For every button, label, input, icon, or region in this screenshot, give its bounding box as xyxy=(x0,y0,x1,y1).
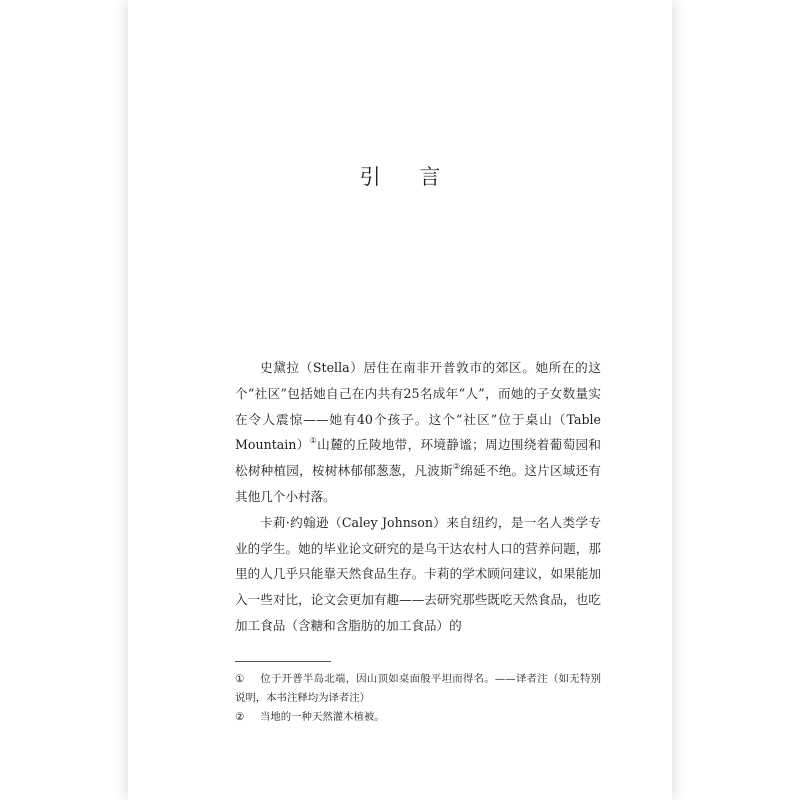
page-title: 引 言 xyxy=(359,165,457,189)
footnote-1-mark: ① xyxy=(235,673,245,685)
footnote-2-text: 当地的一种天然灌木植被。 xyxy=(260,711,385,723)
footnotes xyxy=(235,670,601,727)
footnote-divider xyxy=(235,661,331,662)
paragraph-1 xyxy=(235,355,601,510)
footnote-ref-2[interactable]: ② xyxy=(452,462,461,472)
paragraph-1-text-c: 绵延不绝。这片区域还有其他几个小村落。 xyxy=(235,463,602,504)
footnote-1-text: 位于开普半岛北端，因山顶如桌面般平坦而得名。——译者注（如无特别说明，本书注释均为译者注） xyxy=(235,673,601,704)
book-page xyxy=(128,0,672,800)
footnote-2 xyxy=(235,708,601,727)
paragraph-1-text-a: 史黛拉（Stella）居住在南非开普敦市的郊区。她所在的这个“社区”包括她自己在内共有25名成年“人”，而她的子女数量实在令人震惊——她有40个孩子。这个“社区”位于桌山（Table Mountain） xyxy=(235,360,601,453)
footnote-2-mark: ② xyxy=(235,711,245,723)
footnote-ref-1[interactable]: ① xyxy=(309,436,318,446)
footnote-1 xyxy=(235,670,601,708)
paragraph-1-text-b: 山麓的丘陵地带，环境静谧；周边围绕着葡萄园和松树种植园，桉树林郁郁葱葱，凡波斯 xyxy=(235,437,602,479)
paragraph-2: 卡莉·约翰逊（Caley Johnson）来自纽约，是一名人类学专业的学生。她的毕业论文研究的是乌干达农村人口的营养问题，那里的人几乎只能靠天然食品生存。卡莉的学术顾问建议，如果能加入一些对比，论文会更加有趣——去研究那些既吃天然食品，也吃加工食品（含糖和含脂肪的加工食品）的 xyxy=(235,514,601,633)
body-text xyxy=(235,355,601,639)
